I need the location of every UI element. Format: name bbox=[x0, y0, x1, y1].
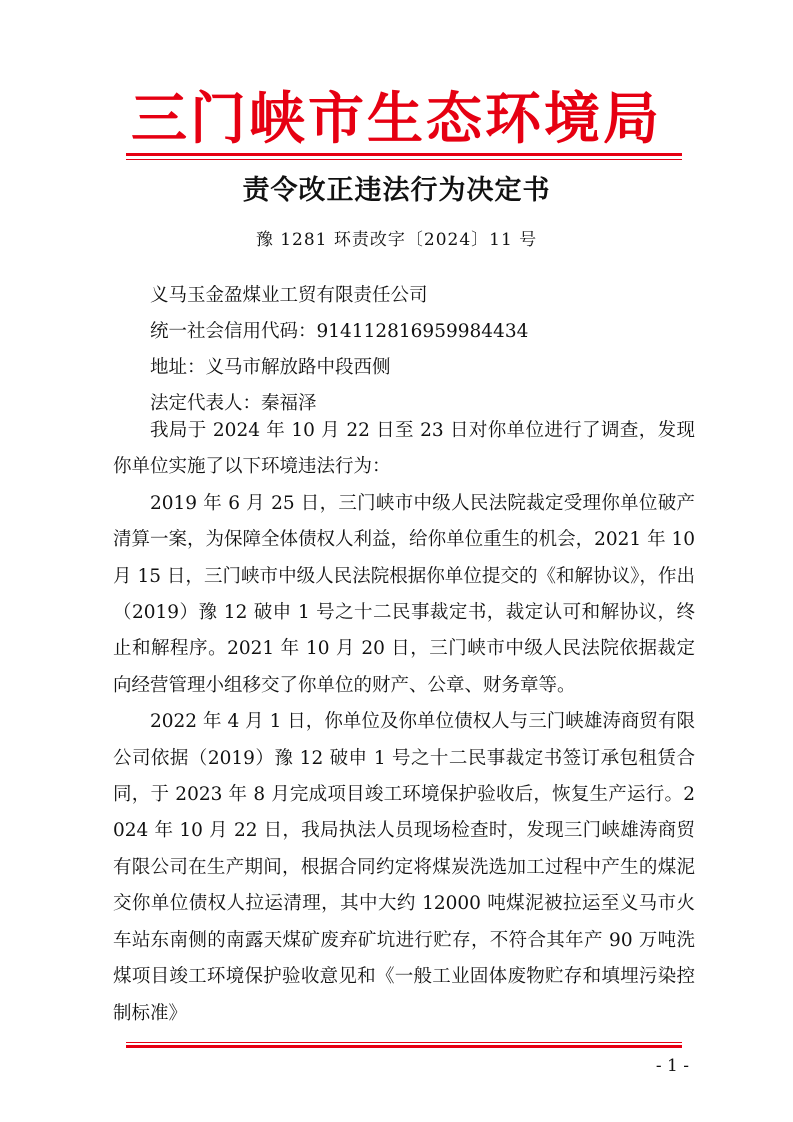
body-paragraph-2: 2019 年 6 月 25 日，三门峡市中级人民法院裁定受理你单位破产清算一案，为保障全体债权人利益，给你单位重生的机会，2021 年 10 月 15 日，三门峡市中级人民法院根据你单位提交的《和解协议》，作出（2019）豫 12 破申 1 号之十二民事裁定书，裁定认可和解协议，终止和解程序。2021 年 10 月 20 日，三门峡市中级人民法院依据裁定向经营管理小组移交了你单位的财产、公章、财务章等。 bbox=[113, 492, 695, 696]
page-number: - 1 - bbox=[655, 1056, 689, 1076]
body-paragraph-3: 2022 年 4 月 1 日，你单位及你单位债权人与三门峡雄涛商贸有限公司依据（2019）豫 12 破申 1 号之十二民事裁定书签订承包租赁合同，于 2023 年 8 月完成项目竣工环境保护验收后，恢复生产运行。2024 年 10 月 22 日，我局执法人员现场检查时，发现三门峡雄涛商贸有限公司在生产期间，根据合同约定将煤炭洗选加工过程中产生的煤泥交你单位债权人拉运清理，其中大约 12000 吨煤泥被拉运至义马市火车站东南侧的南露天煤矿废弃矿坑进行贮存，不符合其年产 90 万吨洗煤项目竣工环境保护验收意见和《一般工业固体废物贮存和填埋污染控制标准》 bbox=[113, 711, 695, 1024]
footer-rule-thick bbox=[126, 1045, 682, 1048]
document-title: 责令改正违法行为决定书 bbox=[242, 175, 551, 206]
header-rule-thin bbox=[126, 159, 682, 160]
body-text bbox=[113, 413, 695, 1032]
recipient-credit-code: 统一社会信用代码：914112816959984434 bbox=[150, 321, 529, 342]
document-number: 豫 1281 环责改字〔2024〕11 号 bbox=[255, 230, 538, 250]
recipient-address: 地址：义马市解放路中段西侧 bbox=[150, 357, 391, 378]
recipient-representative: 法定代表人：秦福泽 bbox=[150, 393, 317, 414]
footer-rule-thin bbox=[126, 1042, 682, 1043]
header-rule-thick bbox=[126, 153, 682, 156]
agency-header: 三门峡市生态环境局 bbox=[131, 86, 662, 152]
body-paragraph-1: 我局于 2024 年 10 月 22 日至 23 日对你单位进行了调查，发现你单位实施了以下环境违法行为： bbox=[113, 420, 695, 478]
recipient-company: 义马玉金盈煤业工贸有限责任公司 bbox=[150, 285, 428, 306]
